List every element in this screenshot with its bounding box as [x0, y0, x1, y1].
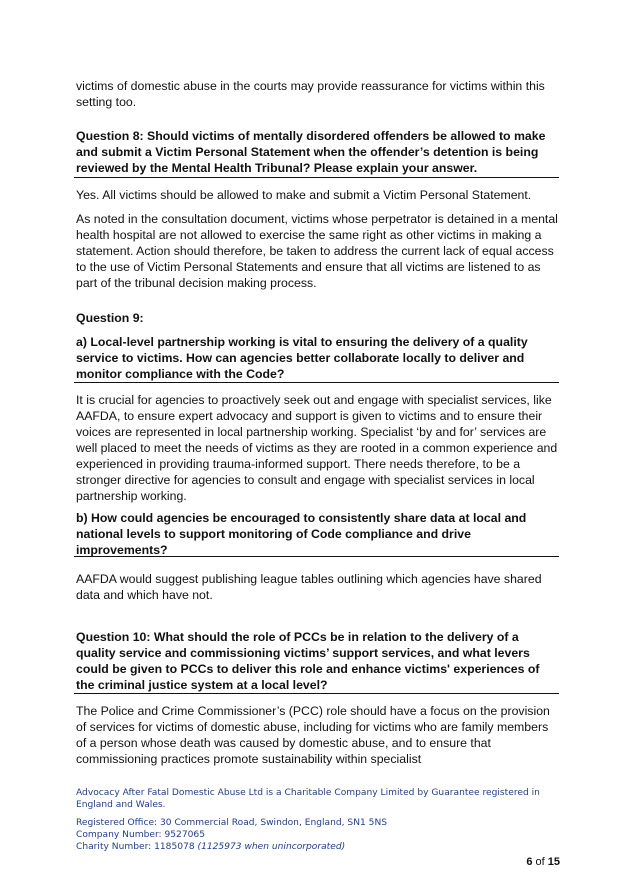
answer-9b-paragraph: AAFDA would suggest publishing league tables outlining which agencies have shared data and which have not. [76, 572, 542, 602]
answer-10-paragraph: The Police and Crime Commissioner’s (PCC) role should have a focus on the provision of services for victims of domestic abuse, including for victims who are family members of a person whose death was caused by domestic abuse, and to ensure that commissioning practices promote sustainability within specialist [76, 704, 550, 766]
page-number-of: of [535, 856, 545, 868]
answer-8-paragraph-1: Yes. All victims should be allowed to make and submit a Victim Personal Statement. [76, 188, 532, 202]
question-9b-heading: b) How could agencies be encouraged to consistently share data at local and national levels to support monitoring of Code compliance and drive improvements? [76, 511, 527, 557]
question-9a-rule [74, 382, 559, 383]
answer-8-paragraph-2: As noted in the consultation document, victims whose perpetrator is detained in a mental health hospital are not allowed to exercise the same right as other victims in making a statement. Action should therefore, be taken to address the current lack of equal access to the use of Victim Personal Statements and ensure that all victims are listened to as part of the tribunal decision making process. [76, 212, 558, 290]
question-8-rule [74, 177, 559, 178]
question-9b-rule [74, 556, 559, 557]
footer-registered-office: Registered Office: 30 Commercial Road, Swindon, England, SN1 5NS [76, 818, 388, 828]
footer-charity-statement: Advocacy After Fatal Domestic Abuse Ltd is a Charitable Company Limited by Guarantee registered in England and Wales. [76, 788, 540, 810]
question-10-rule [74, 693, 559, 694]
page-number-total: 15 [547, 856, 560, 868]
question-9a-heading: a) Local-level partnership working is vital to ensuring the delivery of a quality service to victims. How can agencies better collaborate locally to deliver and monitor compliance with the Code? [76, 335, 528, 381]
question-8-heading: Question 8: Should victims of mentally disordered offenders be allowed to make and submit a Victim Personal Statement when the offender’s detention is being reviewed by the Mental Health Tribunal? Please explain your answer. [76, 129, 546, 175]
question-9-heading: Question 9: [76, 311, 144, 325]
question-10-heading: Question 10: What should the role of PCCs be in relation to the delivery of a quality service and commissioning victims’ support services, and what levers could be given to PCCs to deliver this role and enhance victims' experiences of the criminal justice system at a local level? [76, 630, 540, 692]
page-number [520, 856, 560, 868]
footer-charity-label: Charity Number: 1185078 [76, 842, 198, 852]
intro-paragraph: victims of domestic abuse in the courts may provide reassurance for victims within this setting too. [76, 79, 545, 109]
answer-9a-paragraph: It is crucial for agencies to proactively seek out and engage with specialist services, like AAFDA, to ensure expert advocacy and support is given to victims and to ensure their voices are represented in local partnership working. Specialist ‘by and for’ services are well placed to meet the needs of victims as they are rooted in a common experience and experienced in providing trauma-informed support. There needs therefore, to be a stronger directive for agencies to consult and engage with specialist services in local partnership working. [76, 393, 558, 503]
footer-company-number: Company Number: 9527065 [76, 830, 205, 840]
page-number-current: 6 [526, 856, 533, 868]
footer-charity-number [76, 841, 558, 853]
footer-charity-note: (1125973 when unincorporated) [197, 842, 346, 852]
